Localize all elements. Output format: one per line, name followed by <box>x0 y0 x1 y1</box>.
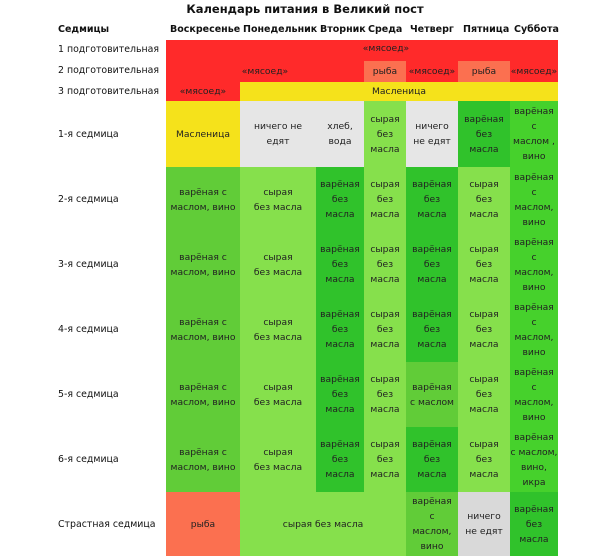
row-label-prep2: 2 подготовительная <box>0 61 166 80</box>
cell-w4-fri: сырая без масла <box>458 297 510 362</box>
cell-w4-tue: варёная без масла <box>316 297 364 362</box>
row-label-passion: Страстная седмица <box>0 492 166 556</box>
header-friday: Пятница <box>463 23 510 35</box>
cell-passion-fri: ничего не едят <box>458 492 510 556</box>
cell-w2-fri: сырая без масла <box>458 167 510 232</box>
cell-w1-thu: ничего не едят <box>406 101 458 167</box>
cell-w1-tue: хлеб, вода <box>316 101 364 167</box>
cell-w3-sun: варёная с маслом, вино <box>166 232 240 297</box>
header-sunday: Воскресенье <box>170 23 241 35</box>
cell-prep2-wed-ryba: рыба <box>364 61 406 82</box>
cell-w5-sun: варёная с маслом, вино <box>166 362 240 427</box>
cell-w6-sun: варёная с маслом, вино <box>166 427 240 492</box>
cell-w4-thu: варёная без масла <box>406 297 458 362</box>
cell-w6-sat: варёная с маслом, вино, икра <box>510 427 558 492</box>
cell-prep3-sun-myasoed: «мясоед» <box>166 82 240 101</box>
cell-w3-wed: сырая без масла <box>364 232 406 297</box>
cell-w5-mon: сырая без масла <box>240 362 316 427</box>
cell-w6-mon: сырая без масла <box>240 427 316 492</box>
cell-w2-sat: варёная с маслом, вино <box>510 167 558 232</box>
cell-w6-fri: сырая без масла <box>458 427 510 492</box>
cell-w3-mon: сырая без масла <box>240 232 316 297</box>
cell-w5-tue: варёная без масла <box>316 362 364 427</box>
cell-prep1-myasoed: «мясоед» <box>166 40 558 61</box>
cell-prep3-maslenitsa: Масленица <box>240 82 558 101</box>
cell-w1-sat: варёная с маслом , вино <box>510 101 558 167</box>
cell-w4-sat: варёная с маслом, вино <box>510 297 558 362</box>
header-monday: Понедельник <box>243 23 318 35</box>
cell-prep2-myasoed-left: «мясоед» <box>166 61 364 82</box>
header-thursday: Четверг <box>410 23 454 35</box>
cell-w4-wed: сырая без масла <box>364 297 406 362</box>
cell-w4-mon: сырая без масла <box>240 297 316 362</box>
cell-prep2-fri-ryba: рыба <box>458 61 510 82</box>
cell-passion-sun: рыба <box>166 492 240 556</box>
cell-w3-fri: сырая без масла <box>458 232 510 297</box>
row-label-prep3: 3 подготовительная <box>0 82 166 101</box>
cell-w3-thu: варёная без масла <box>406 232 458 297</box>
cell-w5-thu: варёная с маслом <box>406 362 458 427</box>
cell-w4-sun: варёная с маслом, вино <box>166 297 240 362</box>
cell-prep2-sat-myasoed: «мясоед» <box>510 61 558 82</box>
row-label-week2: 2-я седмица <box>0 167 166 232</box>
cell-w2-mon: сырая без масла <box>240 167 316 232</box>
cell-passion-mon-wed: сырая без масла <box>240 492 406 556</box>
cell-w1-fri: варёная без масла <box>458 101 510 167</box>
row-label-week4: 4-я седмица <box>0 297 166 362</box>
cell-w2-wed: сырая без масла <box>364 167 406 232</box>
cell-w5-sat: варёная с маслом, вино <box>510 362 558 427</box>
header-tuesday: Вторник <box>320 23 366 35</box>
header-weeks: Седмицы <box>58 23 110 35</box>
cell-prep2-thu-myasoed: «мясоед» <box>406 61 458 82</box>
header-saturday: Суббота <box>514 23 559 35</box>
cell-w3-tue: варёная без масла <box>316 232 364 297</box>
cell-w2-tue: варёная без масла <box>316 167 364 232</box>
cell-passion-thu: варёная с маслом, вино <box>406 492 458 556</box>
cell-w6-wed: сырая без масла <box>364 427 406 492</box>
cell-w6-tue: варёная без масла <box>316 427 364 492</box>
cell-w5-wed: сырая без масла <box>364 362 406 427</box>
cell-w2-sun: варёная с маслом, вино <box>166 167 240 232</box>
cell-w1-mon: ничего не едят <box>240 101 316 167</box>
cell-w5-fri: сырая без масла <box>458 362 510 427</box>
row-label-prep1: 1 подготовительная <box>0 40 166 59</box>
cell-w3-sat: варёная с маслом, вино <box>510 232 558 297</box>
header-wednesday: Среда <box>368 23 403 35</box>
cell-w1-sun: Масленица <box>166 101 240 167</box>
cell-w2-thu: варёная без масла <box>406 167 458 232</box>
cell-w6-thu: варёная без масла <box>406 427 458 492</box>
row-label-week1: 1-я седмица <box>0 101 166 167</box>
row-label-week6: 6-я седмица <box>0 427 166 492</box>
page-title: Календарь питания в Великий пост <box>186 2 424 16</box>
cell-w1-wed: сырая без масла <box>364 101 406 167</box>
cell-passion-sat: варёная без масла <box>510 492 558 556</box>
row-label-week3: 3-я седмица <box>0 232 166 297</box>
row-label-week5: 5-я седмица <box>0 362 166 427</box>
